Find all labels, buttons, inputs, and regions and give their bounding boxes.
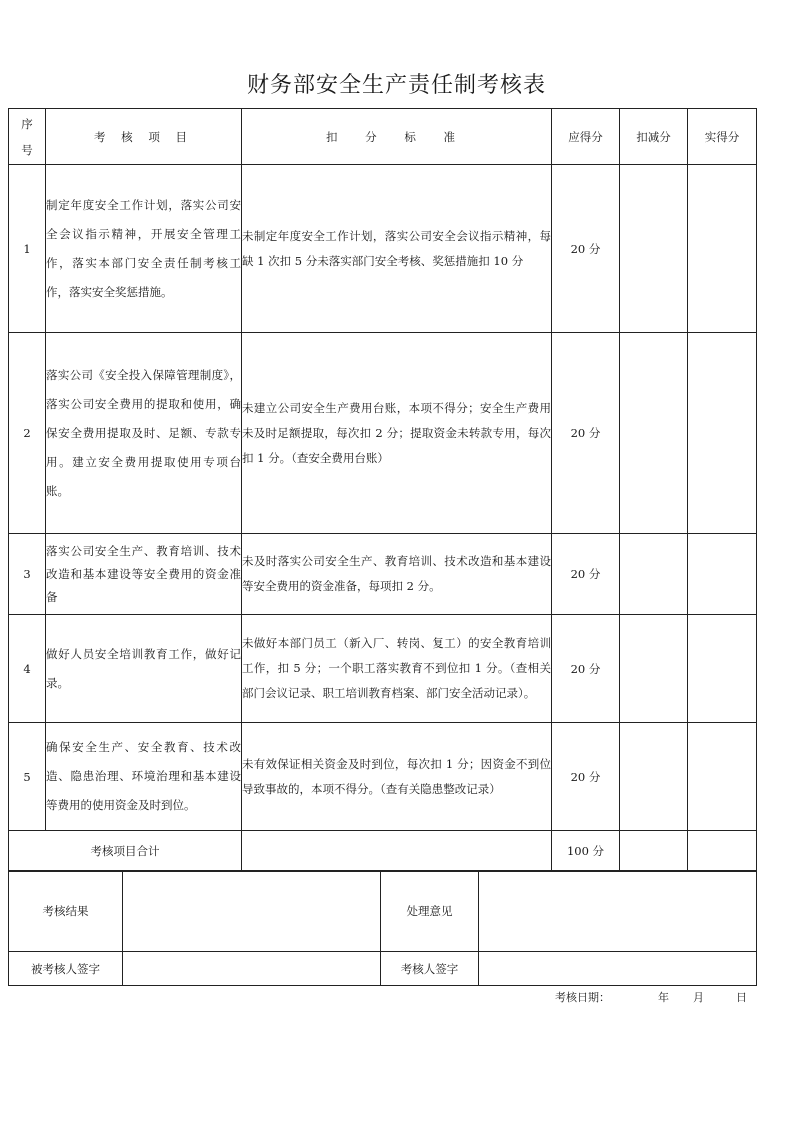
- row-expected-score: 20 分: [552, 534, 620, 615]
- header-actual: 实得分: [688, 109, 757, 165]
- signature-row: [9, 952, 757, 986]
- row-deduct-cell[interactable]: [620, 615, 688, 723]
- row-deduct-cell[interactable]: [620, 165, 688, 333]
- row-criteria: 未建立公司安全生产费用台账，本项不得分；安全生产费用未及时足额提取，每次扣 2 分；提取资金未转款专用，每次扣 1 分。（查安全费用台账）: [242, 333, 552, 534]
- row-seq: 2: [9, 333, 46, 534]
- table-row: [9, 723, 757, 831]
- date-month: 月: [693, 991, 704, 1004]
- row-actual-cell[interactable]: [688, 534, 757, 615]
- examinee-sign-label: 被考核人签字: [9, 952, 123, 986]
- header-criteria: 扣 分 标 准: [242, 109, 552, 165]
- row-seq: 4: [9, 615, 46, 723]
- table-row: [9, 333, 757, 534]
- total-deduct-cell[interactable]: [620, 831, 688, 872]
- table-row: [9, 615, 757, 723]
- header-seq: [9, 109, 46, 165]
- row-seq: 1: [9, 165, 46, 333]
- result-label: 考核结果: [9, 871, 123, 952]
- table-row: [9, 165, 757, 333]
- row-item: 做好人员安全培训教育工作，做好记录。: [46, 615, 242, 723]
- row-criteria: 未有效保证相关资金及时到位，每次扣 1 分；因资金不到位导致事故的，本项不得分。（查有关隐患整改记录）: [242, 723, 552, 831]
- row-item: 落实公司安全生产、教育培训、技术改造和基本建设等安全费用的资金准备: [46, 534, 242, 615]
- row-deduct-cell[interactable]: [620, 333, 688, 534]
- row-actual-cell[interactable]: [688, 723, 757, 831]
- header-deduct: 扣减分: [620, 109, 688, 165]
- row-item: 落实公司《安全投入保障管理制度》，落实公司安全费用的提取和使用，确保安全费用提取及时、足额、专款专用。建立安全费用提取使用专项台账。: [46, 333, 242, 534]
- document-title: 财务部安全生产责任制考核表: [246, 73, 546, 98]
- total-criteria-cell: [242, 831, 552, 872]
- examiner-sign-field[interactable]: [479, 952, 757, 986]
- row-criteria: 未制定年度安全工作计划，落实公司安全会议指示精神，每缺 1 次扣 5 分未落实部门安全考核、奖惩措施扣 10 分: [242, 165, 552, 333]
- examinee-sign-field[interactable]: [123, 952, 381, 986]
- result-field[interactable]: [123, 871, 381, 952]
- row-actual-cell[interactable]: [688, 615, 757, 723]
- header-expected: 应得分: [552, 109, 620, 165]
- total-label: 考核项目合计: [9, 831, 242, 872]
- date-label: 考核日期：: [555, 991, 610, 1004]
- row-expected-score: 20 分: [552, 615, 620, 723]
- row-criteria: 未做好本部门员工（新入厂、转岗、复工）的安全教育培训工作，扣 5 分；一个职工落实教育不到位扣 1 分。（查相关部门会议记录、职工培训教育档案、部门安全活动记录）。: [242, 615, 552, 723]
- header-seq-line1: 序: [21, 116, 33, 131]
- table-header-row: [9, 109, 757, 165]
- row-item: 确保安全生产、安全教育、技术改造、隐患治理、环境治理和基本建设等费用的使用资金及时到位。: [46, 723, 242, 831]
- opinion-label: 处理意见: [381, 871, 479, 952]
- total-actual-cell[interactable]: [688, 831, 757, 872]
- row-expected-score: 20 分: [552, 723, 620, 831]
- result-row: [9, 871, 757, 952]
- row-deduct-cell[interactable]: [620, 534, 688, 615]
- row-deduct-cell[interactable]: [620, 723, 688, 831]
- row-actual-cell[interactable]: [688, 165, 757, 333]
- row-criteria: 未及时落实公司安全生产、教育培训、技术改造和基本建设等安全费用的资金准备，每项扣 2 分。: [242, 534, 552, 615]
- table-row: [9, 534, 757, 615]
- row-expected-score: 20 分: [552, 333, 620, 534]
- signature-table: [8, 870, 757, 986]
- examiner-sign-label: 考核人签字: [381, 952, 479, 986]
- header-seq-line2: 号: [21, 142, 33, 157]
- row-expected-score: 20 分: [552, 165, 620, 333]
- date-year: 年: [658, 991, 669, 1004]
- total-score: 100 分: [552, 831, 620, 872]
- date-day: 日: [736, 991, 747, 1004]
- row-actual-cell[interactable]: [688, 333, 757, 534]
- row-item: 制定年度安全工作计划，落实公司安全会议指示精神，开展安全管理工作，落实本部门安全责任制考核工作，落实安全奖惩措施。: [46, 165, 242, 333]
- total-row: [9, 831, 757, 872]
- opinion-field[interactable]: [479, 871, 757, 952]
- row-seq: 5: [9, 723, 46, 831]
- assessment-table: [8, 108, 757, 872]
- header-item: 考 核 项 目: [46, 109, 242, 165]
- row-seq: 3: [9, 534, 46, 615]
